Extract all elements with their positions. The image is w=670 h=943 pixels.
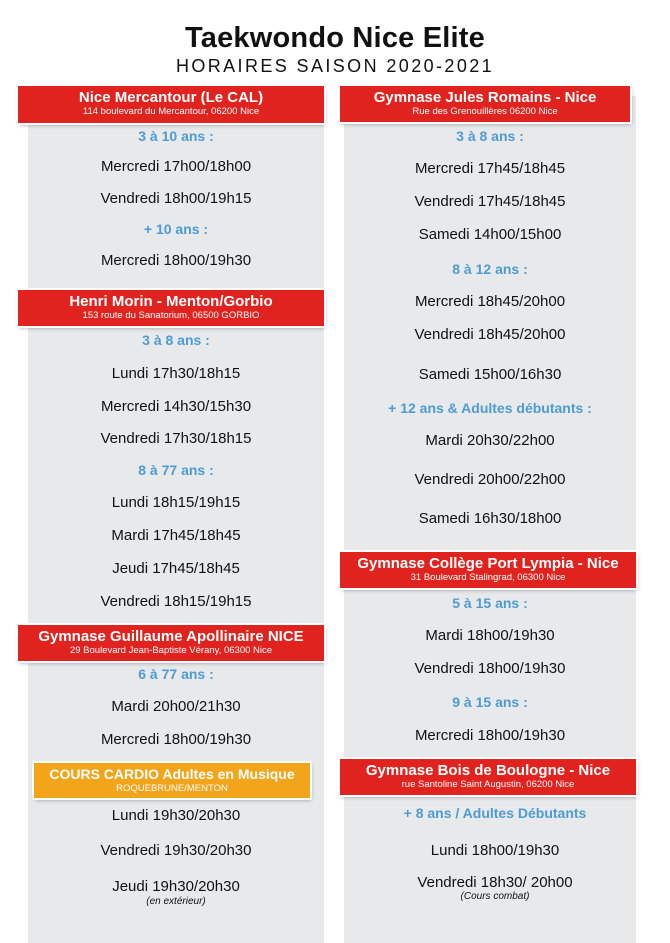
schedule-slot: Mercredi 18h00/19h30	[100, 252, 252, 269]
schedule-slot: Mardi 17h45/18h45	[111, 527, 241, 544]
schedule-slot: Mercredi 18h45/20h00	[414, 293, 566, 310]
venue-header-lympia	[340, 552, 636, 588]
schedule-slot: Lundi 17h30/18h15	[111, 365, 241, 382]
schedule-slot: Lundi 18h00/19h30	[430, 842, 560, 859]
schedule-slot: Vendredi 17h45/18h45	[414, 193, 566, 210]
schedule-slot: Vendredi 20h00/22h00	[414, 471, 566, 488]
age-group-label: 5 à 15 ans :	[452, 595, 528, 611]
venue-address: rue Santoline Saint Augustin, 06200 Nice	[401, 779, 575, 790]
venue-header-romains	[340, 86, 630, 122]
schedule-slot: Lundi 19h30/20h30	[111, 807, 241, 824]
age-group-label: 3 à 8 ans :	[142, 332, 210, 348]
venue-address: 31 Boulevard Stalingrad, 06300 Nice	[410, 572, 566, 583]
venue-name: Nice Mercantour (Le CAL)	[78, 89, 264, 106]
schedule-slot: Mardi 18h00/19h30	[425, 627, 555, 644]
schedule-slot: Vendredi 18h15/19h15	[100, 593, 252, 610]
venue-name: COURS CARDIO Adultes en Musique	[49, 766, 295, 782]
venue-name: Gymnase Bois de Boulogne - Nice	[365, 762, 611, 779]
schedule-slot: Mardi 20h00/21h30	[111, 698, 241, 715]
age-group-label: 3 à 8 ans :	[456, 128, 524, 144]
age-group-label: 8 à 12 ans :	[452, 261, 528, 277]
venue-header-morin	[18, 290, 324, 326]
venue-header-apollinaire	[18, 625, 324, 661]
venue-address: 153 route du Sanatorium, 06500 GORBIO	[82, 310, 260, 321]
schedule-slot: Jeudi 19h30/20h30	[112, 878, 240, 895]
venue-name: Gymnase Guillaume Apollinaire NICE	[38, 628, 304, 645]
schedule-slot: Mercredi 17h00/18h00	[100, 158, 252, 175]
age-group-label: 9 à 15 ans :	[452, 694, 528, 710]
schedule-slot: Jeudi 17h45/18h45	[112, 560, 240, 577]
venue-name: Gymnase Jules Romains - Nice	[373, 89, 597, 106]
schedule-slot: Vendredi 18h00/19h15	[100, 190, 252, 207]
left-column	[28, 89, 324, 943]
schedule-note: (Cours combat)	[460, 891, 530, 902]
schedule-slot: Mardi 20h30/22h00	[425, 432, 555, 449]
venue-address: ROQUEBRUNE/MENTON	[116, 783, 228, 794]
venue-address: Rue des Grenouillères 06200 Nice	[412, 106, 558, 117]
schedule-slot: Vendredi 18h30/ 20h00	[417, 874, 573, 891]
page-subtitle: HORAIRES SAISON 2020-2021	[175, 56, 495, 76]
schedule-slot: Vendredi 18h45/20h00	[414, 326, 566, 343]
schedule-slot: Mercredi 18h00/19h30	[100, 731, 252, 748]
age-group-label: + 10 ans :	[143, 221, 209, 237]
schedule-slot: Mercredi 17h45/18h45	[414, 160, 566, 177]
age-group-label: + 12 ans & Adultes débutants :	[388, 400, 592, 416]
venue-header-cardio	[34, 763, 310, 798]
venue-header-boulogne	[340, 759, 636, 795]
venue-name: Gymnase Collège Port Lympia - Nice	[357, 555, 619, 572]
page-title: Taekwondo Nice Elite	[185, 22, 485, 54]
schedule-slot: Vendredi 18h00/19h30	[414, 660, 566, 677]
age-group-label: + 8 ans / Adultes Débutants	[403, 805, 587, 821]
schedule-slot: Samedi 14h00/15h00	[418, 226, 562, 243]
schedule-slot: Samedi 15h00/16h30	[418, 366, 562, 383]
schedule-slot: Mercredi 18h00/19h30	[414, 727, 566, 744]
schedule-slot: Samedi 16h30/18h00	[418, 510, 562, 527]
venue-header-mercantour	[18, 86, 324, 123]
schedule-note: (en extérieur)	[146, 896, 206, 907]
schedule-slot: Vendredi 17h30/18h15	[100, 430, 252, 447]
right-column	[344, 89, 636, 943]
schedule-slot: Lundi 18h15/19h15	[111, 494, 241, 511]
age-group-label: 6 à 77 ans :	[138, 666, 214, 682]
schedule-slot: Mercredi 14h30/15h30	[100, 398, 252, 415]
age-group-label: 8 à 77 ans :	[138, 462, 214, 478]
venue-name: Henri Morin - Menton/Gorbio	[69, 293, 273, 310]
venue-address: 114 boulevard du Mercantour, 06200 Nice	[82, 106, 260, 117]
schedule-slot: Vendredi 19h30/20h30	[100, 842, 252, 859]
venue-address: 29 Boulevard Jean-Baptiste Vérany, 06300 Nice	[69, 645, 273, 656]
age-group-label: 3 à 10 ans :	[138, 128, 214, 144]
